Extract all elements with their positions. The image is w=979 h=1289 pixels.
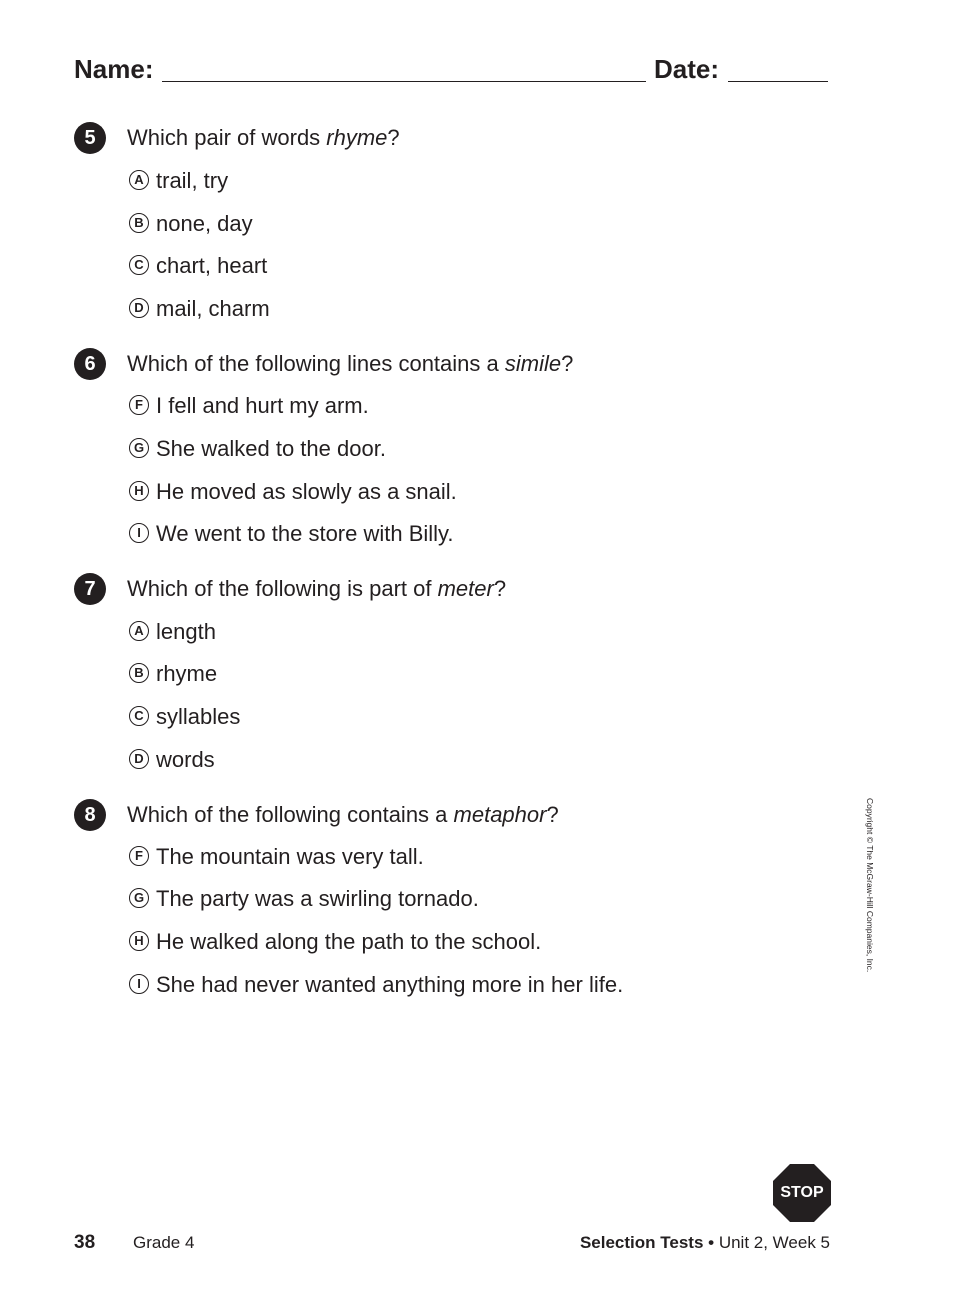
- answer-bubble[interactable]: I: [129, 523, 149, 543]
- question-number: 7: [74, 573, 106, 605]
- answer-bubble[interactable]: G: [129, 438, 149, 458]
- answer-bubble[interactable]: H: [129, 481, 149, 501]
- name-date-header: [74, 52, 834, 86]
- stop-sign: [773, 1164, 831, 1222]
- answer-bubble[interactable]: C: [129, 255, 149, 275]
- question-stem: Which pair of words rhyme?: [127, 125, 400, 150]
- grade-label: Grade 4: [133, 1233, 195, 1252]
- answer-bubble[interactable]: G: [129, 888, 149, 908]
- answer-bubble[interactable]: H: [129, 931, 149, 951]
- answer-bubble[interactable]: A: [129, 621, 149, 641]
- date-field[interactable]: [728, 81, 828, 82]
- series-title: Selection Tests: [579, 1233, 704, 1252]
- question-number: 6: [74, 348, 106, 380]
- answer-text: We went to the store with Billy.: [156, 521, 454, 546]
- question-stem: Which of the following is part of meter?: [127, 576, 507, 601]
- answer-bubble[interactable]: I: [129, 974, 149, 994]
- answer-text: He walked along the path to the school.: [156, 929, 542, 954]
- answer-bubble[interactable]: B: [129, 213, 149, 233]
- answer-text: chart, heart: [156, 253, 268, 278]
- answer-bubble[interactable]: A: [129, 170, 149, 190]
- answer-text: mail, charm: [156, 296, 270, 321]
- name-label: Name:: [74, 54, 154, 84]
- answer-text: trail, try: [156, 168, 229, 193]
- question-stem: Which of the following contains a metaphor?: [127, 802, 559, 827]
- answer-text: none, day: [156, 211, 253, 236]
- date-label: Date:: [654, 54, 720, 84]
- question-number: 5: [74, 122, 106, 154]
- answer-bubble[interactable]: F: [129, 846, 149, 866]
- answer-text: I fell and hurt my arm.: [156, 393, 369, 418]
- copyright-notice: Copyright © The McGraw-Hill Companies, Inc.: [865, 798, 875, 973]
- stop-label: STOP: [780, 1184, 824, 1201]
- answer-text: The mountain was very tall.: [156, 844, 424, 869]
- question-number: 8: [74, 799, 106, 831]
- answer-bubble[interactable]: D: [129, 749, 149, 769]
- question-stem: Which of the following lines contains a simile?: [127, 351, 574, 376]
- answer-bubble[interactable]: B: [129, 663, 149, 683]
- series-info: Selection Tests • Unit 2, Week 5: [579, 1233, 830, 1252]
- answer-text: The party was a swirling tornado.: [156, 886, 479, 911]
- answer-text: She had never wanted anything more in her life.: [156, 972, 624, 997]
- page-number: 38: [74, 1232, 96, 1253]
- answer-bubble[interactable]: C: [129, 706, 149, 726]
- answer-text: He moved as slowly as a snail.: [156, 479, 457, 504]
- answer-text: She walked to the door.: [156, 436, 386, 461]
- unit-week: Unit 2, Week 5: [718, 1233, 830, 1252]
- answer-text: rhyme: [156, 661, 218, 686]
- name-field[interactable]: [162, 81, 646, 82]
- answer-text: words: [156, 747, 215, 772]
- answer-bubble[interactable]: F: [129, 395, 149, 415]
- answer-text: length: [156, 619, 216, 644]
- answer-text: syllables: [156, 704, 241, 729]
- answer-bubble[interactable]: D: [129, 298, 149, 318]
